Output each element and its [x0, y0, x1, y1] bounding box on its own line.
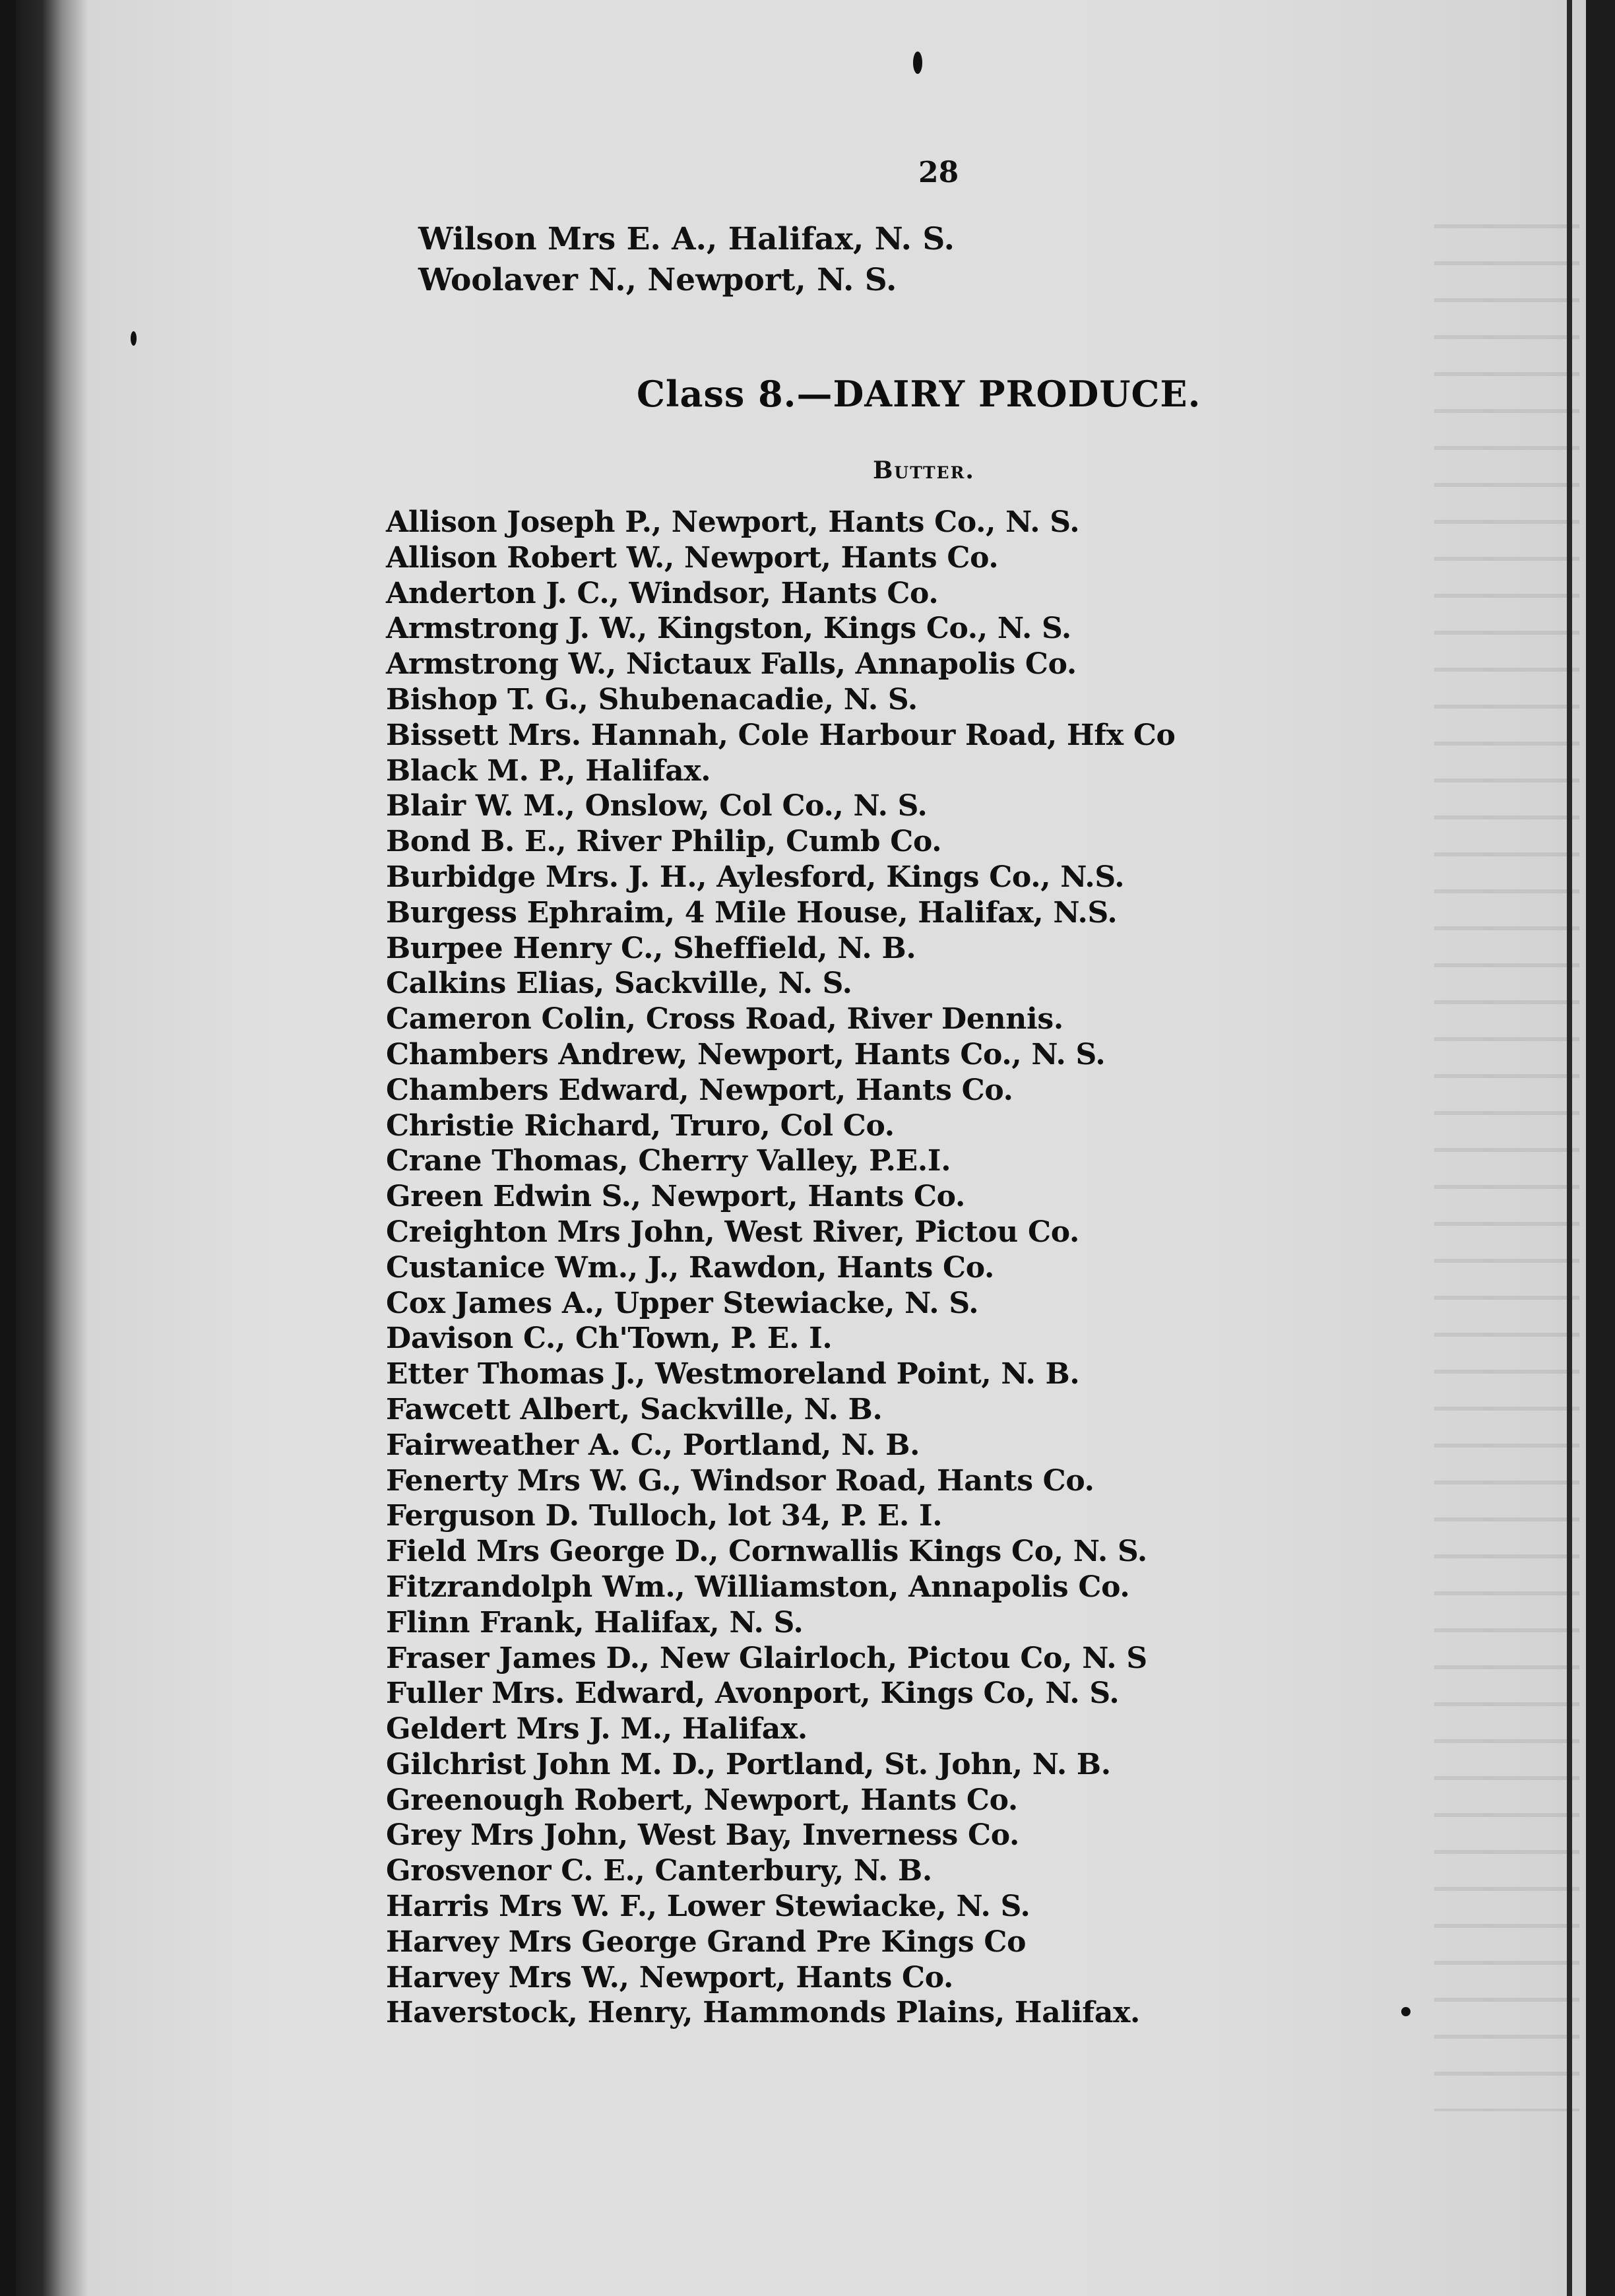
- list-item: Geldert Mrs J. M., Halifax.: [386, 1712, 808, 1746]
- list-item: Blair W. M., Onslow, Col Co., N. S.: [386, 789, 928, 823]
- ink-blot: [913, 51, 922, 74]
- list-item: Fairweather A. C., Portland, N. B.: [386, 1428, 920, 1462]
- list-item: Harris Mrs W. F., Lower Stewiacke, N. S.: [386, 1890, 1030, 1924]
- list-item: Cox James A., Upper Stewiacke, N. S.: [386, 1286, 979, 1320]
- list-item: Ferguson D. Tulloch, lot 34, P. E. I.: [386, 1499, 943, 1533]
- list-item: Burgess Ephraim, 4 Mile House, Halifax, N.S.: [386, 895, 1118, 930]
- list-item: Fraser James D., New Glairloch, Pictou Co, N. S: [386, 1641, 1147, 1675]
- carry-over-list: [418, 219, 955, 301]
- scan-border: [1586, 0, 1615, 2296]
- list-item: Davison C., Ch'Town, P. E. I.: [386, 1322, 833, 1356]
- list-item: Grey Mrs John, West Bay, Inverness Co.: [386, 1818, 1019, 1853]
- list-item: Bishop T. G., Shubenacadie, N. S.: [386, 682, 918, 717]
- list-item: Burbidge Mrs. J. H., Aylesford, Kings Co., N.S.: [386, 860, 1125, 894]
- list-item: Field Mrs George D., Cornwallis Kings Co, N. S.: [386, 1535, 1147, 1569]
- list-item: Allison Joseph P., Newport, Hants Co., N. S.: [386, 505, 1080, 539]
- list-item: Grosvenor C. E., Canterbury, N. B.: [386, 1854, 932, 1888]
- list-item: Fuller Mrs. Edward, Avonport, Kings Co, N. S.: [386, 1676, 1120, 1711]
- list-item: Christie Richard, Truro, Col Co.: [386, 1108, 895, 1143]
- list-item: Harvey Mrs W., Newport, Hants Co.: [386, 1960, 954, 1994]
- list-item: Crane Thomas, Cherry Valley, P.E.I.: [386, 1144, 951, 1178]
- list-item: Burpee Henry C., Sheffield, N. B.: [386, 931, 916, 965]
- list-item: Fenerty Mrs W. G., Windsor Road, Hants Co.: [386, 1463, 1094, 1498]
- list-item: Fawcett Albert, Sackville, N. B.: [386, 1392, 883, 1426]
- list-item: Calkins Elias, Sackville, N. S.: [386, 967, 852, 1001]
- list-item: Armstrong J. W., Kingston, Kings Co., N. S.: [386, 612, 1071, 646]
- list-item: Cameron Colin, Cross Road, River Dennis.: [386, 1002, 1063, 1036]
- list-item: Flinn Frank, Halifax, N. S.: [386, 1605, 804, 1640]
- list-item: Wilson Mrs E. A., Halifax, N. S.: [418, 221, 955, 257]
- section-subheading: Butter.: [873, 457, 975, 484]
- list-item: Bissett Mrs. Hannah, Cole Harbour Road, Hfx Co: [386, 718, 1176, 752]
- list-item: Chambers Andrew, Newport, Hants Co., N. S.: [386, 1037, 1106, 1071]
- list-item: Bond B. E., River Philip, Cumb Co.: [386, 825, 942, 859]
- margin-dot: [131, 331, 137, 346]
- list-item: Creighton Mrs John, West River, Pictou Co.: [386, 1215, 1079, 1249]
- list-item: Chambers Edward, Newport, Hants Co.: [386, 1073, 1013, 1107]
- list-item: Haverstock, Henry, Hammonds Plains, Halifax.: [386, 1996, 1141, 2030]
- list-item: Black M. P., Halifax.: [386, 753, 711, 788]
- list-item: Custanice Wm., J., Rawdon, Hants Co.: [386, 1250, 995, 1285]
- list-item: Etter Thomas J., Westmoreland Point, N. B.: [386, 1357, 1080, 1391]
- list-item: Green Edwin S., Newport, Hants Co.: [386, 1180, 965, 1214]
- entries-list: [386, 505, 1176, 2031]
- list-item: Greenough Robert, Newport, Hants Co.: [386, 1783, 1018, 1817]
- list-item: Armstrong W., Nictaux Falls, Annapolis Co.: [386, 647, 1077, 682]
- list-item: Harvey Mrs George Grand Pre Kings Co: [386, 1925, 1027, 1959]
- page-number: 28: [918, 156, 959, 189]
- page-edge-line: [1567, 0, 1572, 2296]
- margin-dot: [1401, 2007, 1410, 2016]
- list-item: Anderton J. C., Windsor, Hants Co.: [386, 576, 939, 610]
- class-heading: Class 8.—DAIRY PRODUCE.: [637, 373, 1201, 415]
- list-item: Woolaver N., Newport, N. S.: [418, 262, 897, 298]
- show-through-text: [1434, 198, 1579, 2111]
- list-item: Fitzrandolph Wm., Williamston, Annapolis Co.: [386, 1570, 1130, 1604]
- list-item: Allison Robert W., Newport, Hants Co.: [386, 540, 999, 575]
- list-item: Gilchrist John M. D., Portland, St. John, N. B.: [386, 1747, 1111, 1781]
